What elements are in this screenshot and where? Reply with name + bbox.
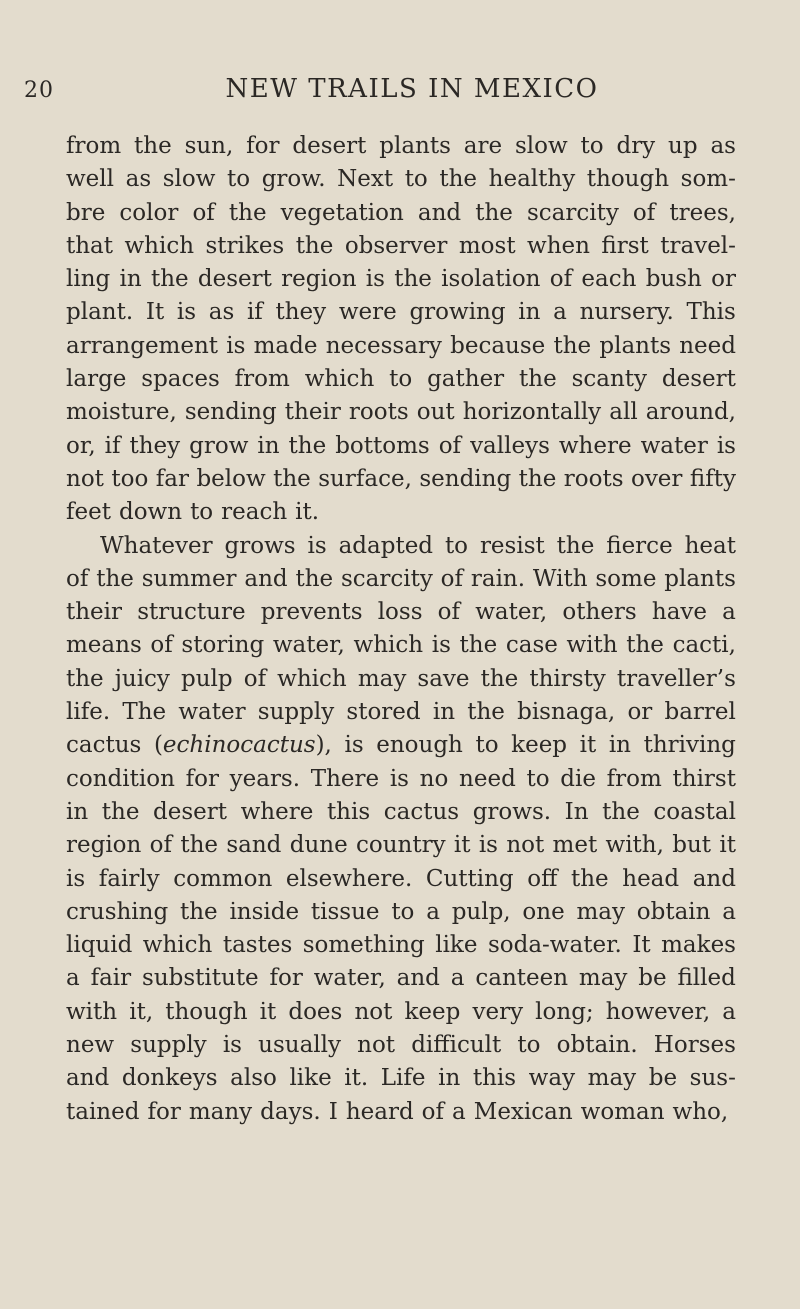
text-line: well as slow to grow. Next to the healthy though som- bbox=[66, 166, 736, 193]
text-line: feet down to reach it. bbox=[66, 499, 320, 526]
text-line: that which strikes the observer most when first travel- bbox=[66, 232, 736, 259]
text-line: condition for years. There is no need to die from thirst bbox=[66, 765, 736, 792]
text-line: cactus (echinocactus), is enough to keep it in thriving bbox=[66, 732, 736, 759]
text-line: moisture, sending their roots out horizontally all around, bbox=[66, 399, 736, 426]
text-line: bre color of the vegetation and the scarcity of trees, bbox=[66, 199, 736, 226]
text-line: large spaces from which to gather the scanty desert bbox=[66, 366, 736, 393]
text-line: from the sun, for desert plants are slow to dry up as bbox=[66, 133, 736, 159]
text-line: tained for many days. I heard of a Mexican woman who, bbox=[66, 1098, 729, 1125]
text-line: a fair substitute for water, and a canteen may be filled bbox=[66, 965, 736, 992]
text-line: the juicy pulp of which may save the thirsty traveller’s bbox=[66, 665, 736, 692]
text-line: ling in the desert region is the isolation of each bush or bbox=[66, 266, 736, 293]
text-line: their structure prevents loss of water, others have a bbox=[66, 599, 736, 626]
running-head bbox=[24, 70, 760, 110]
text-line: in the desert where this cactus grows. In the coastal bbox=[66, 798, 736, 825]
text-line: means of storing water, which is the case with the cacti, bbox=[66, 632, 736, 659]
text-line: not too far below the surface, sending the roots over fifty bbox=[66, 465, 736, 492]
text-line: with it, though it does not keep very long; however, a bbox=[66, 998, 736, 1025]
body-text bbox=[66, 130, 736, 1129]
text-line: is fairly common elsewhere. Cutting off the head and bbox=[66, 865, 736, 892]
running-title: NEW TRAILS IN MEXICO bbox=[225, 74, 599, 104]
text-line: plant. It is as if they were growing in a nursery. This bbox=[66, 299, 736, 326]
text-line: crushing the inside tissue to a pulp, one may obtain a bbox=[66, 898, 736, 925]
text-line: region of the sand dune country it is not met with, but it bbox=[66, 832, 736, 859]
text-line: arrangement is made necessary because the plants need bbox=[66, 332, 736, 359]
page-number: 20 bbox=[24, 78, 54, 103]
text-line: liquid which tastes something like soda-water. It makes bbox=[66, 932, 736, 959]
text-line: Whatever grows is adapted to resist the fierce heat bbox=[100, 532, 736, 559]
text-line: new supply is usually not difficult to obtain. Horses bbox=[66, 1032, 736, 1059]
text-line: of the summer and the scarcity of rain. With some plants bbox=[66, 565, 736, 592]
text-line: or, if they grow in the bottoms of valleys where water is bbox=[66, 432, 736, 459]
text-line: and donkeys also like it. Life in this way may be sus- bbox=[66, 1065, 736, 1092]
text-line: life. The water supply stored in the bisnaga, or barrel bbox=[66, 699, 736, 726]
